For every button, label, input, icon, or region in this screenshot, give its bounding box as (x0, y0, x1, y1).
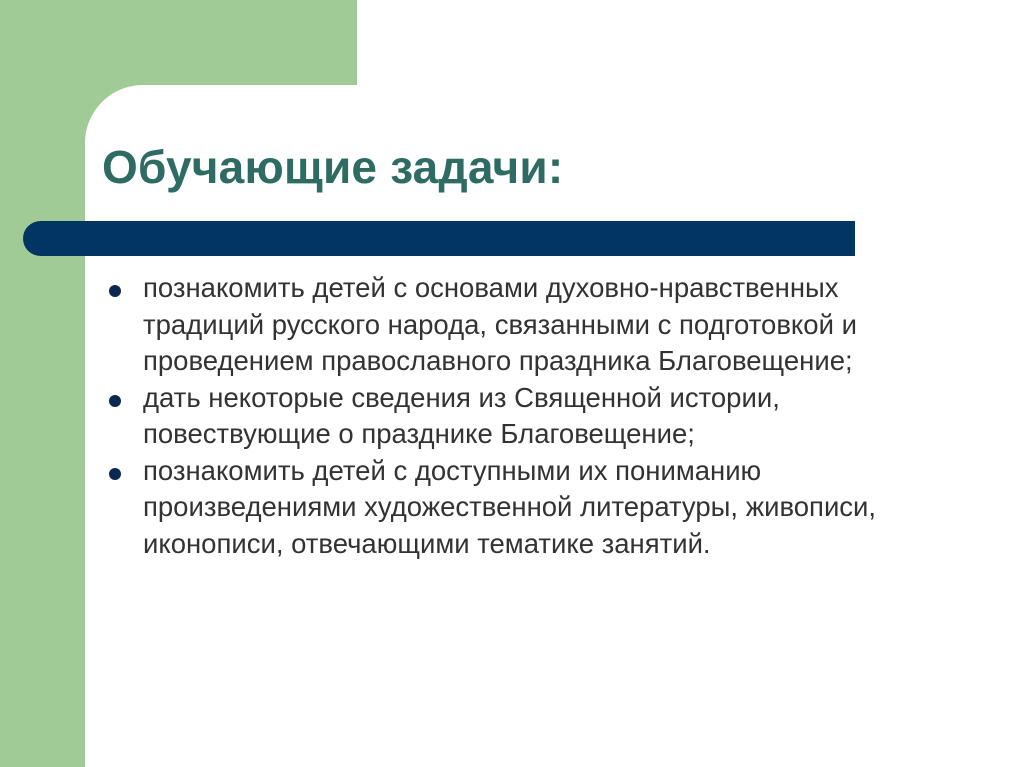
bullet-dot-icon (109, 285, 121, 297)
bullet-text: дать некоторые сведения из Священной истории, повествующие о празднике Благовещение; (143, 381, 780, 449)
bullet-item (104, 453, 944, 563)
bullet-item (104, 270, 944, 380)
bullet-item (104, 380, 944, 453)
slide-title: Обучающие задачи: (102, 141, 564, 193)
bullet-text: познакомить детей с основами духовно-нравственных традиций русского народа, связанными с подготовкой и проведением православного праздника Благовещение; (143, 272, 857, 376)
bullet-text: познакомить детей с доступными их пониманию произведениями художественной литературы, живописи, иконописи, отвечающими тематике занятий. (143, 454, 877, 559)
bullet-list (104, 270, 944, 562)
bullet-dot-icon (109, 395, 121, 407)
bullet-dot-icon (109, 468, 121, 480)
title-underline-bar (23, 221, 855, 256)
